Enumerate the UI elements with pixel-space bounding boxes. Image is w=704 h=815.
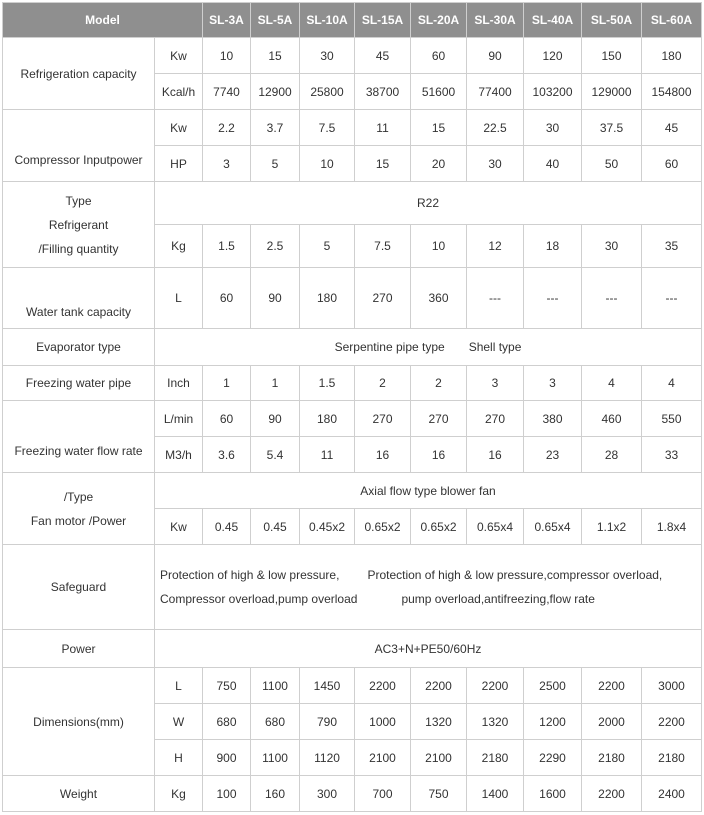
value-cell: 0.45 [251,509,300,545]
unit-cell: H [155,740,203,776]
value-cell: 1.5 [203,225,251,268]
value-cell: 680 [203,704,251,740]
value-cell: 3 [203,146,251,182]
value-cell: 380 [524,401,582,437]
safeguard-text: pump overload,antifreezing,flow rate [401,592,595,606]
value-cell: --- [524,268,582,329]
value-cell: 1100 [251,740,300,776]
value-cell: 16 [467,437,524,473]
value-cell: 2000 [582,704,642,740]
value-cell: 750 [203,668,251,704]
value-cell: 40 [524,146,582,182]
value-cell: 7740 [203,74,251,110]
fan-motor-label-line: Fan motor /Power [30,513,127,528]
value-cell: 2200 [411,668,467,704]
value-cell: 23 [524,437,582,473]
value-cell: 2200 [355,668,411,704]
value-cell: 1400 [467,776,524,812]
value-cell: 0.65x2 [355,509,411,545]
value-cell: 0.45 [203,509,251,545]
value-cell: 1200 [524,704,582,740]
unit-cell: Kw [155,110,203,146]
refrigerant-type-value: R22 [155,182,702,225]
model-header-cell: SL-10A [300,3,355,38]
evaporator-value-shell: Shell type [468,340,522,354]
value-cell: 15 [251,38,300,74]
value-cell: 11 [355,110,411,146]
value-cell: 1600 [524,776,582,812]
value-cell: 3.7 [251,110,300,146]
value-cell: 790 [300,704,355,740]
value-cell: --- [582,268,642,329]
value-cell: 360 [411,268,467,329]
model-header-cell: SL-30A [467,3,524,38]
value-cell: 15 [355,146,411,182]
fan-type-value: Axial flow type blower fan [155,473,702,509]
model-header-cell: SL-5A [251,3,300,38]
model-header-cell: SL-40A [524,3,582,38]
value-cell: 11 [300,437,355,473]
flow-rate-label-text: Freezing water flow rate [14,443,143,458]
value-cell: 77400 [467,74,524,110]
refrigerant-label-line: Type [65,193,92,208]
value-cell: 60 [411,38,467,74]
value-cell: 2200 [582,668,642,704]
value-cell: 3 [467,366,524,401]
value-cell: 10 [203,38,251,74]
power-value: AC3+N+PE50/60Hz [155,630,702,668]
value-cell: 16 [411,437,467,473]
value-cell: 270 [411,401,467,437]
value-cell: 1.1x2 [582,509,642,545]
unit-cell: Kw [155,509,203,545]
model-header-cell: SL-60A [642,3,702,38]
value-cell: 5.4 [251,437,300,473]
fan-motor-label [3,473,155,545]
value-cell: 3000 [642,668,702,704]
value-cell: 12900 [251,74,300,110]
value-cell: 60 [642,146,702,182]
weight-label: Weight [3,776,155,812]
model-header-cell: SL-50A [582,3,642,38]
value-cell: 10 [300,146,355,182]
value-cell: 25800 [300,74,355,110]
value-cell: 129000 [582,74,642,110]
freezing-pipe-label: Freezing water pipe [3,366,155,401]
value-cell: 4 [642,366,702,401]
value-cell: 550 [642,401,702,437]
power-row [3,630,702,668]
value-cell: 1120 [300,740,355,776]
value-cell: 45 [642,110,702,146]
value-cell: 4 [582,366,642,401]
value-cell: 180 [300,401,355,437]
value-cell: 2400 [642,776,702,812]
safeguard-label: Safeguard [3,545,155,630]
value-cell: 1 [203,366,251,401]
value-cell: 2.2 [203,110,251,146]
compressor-label-text: Compressor Inputpower [14,152,143,167]
value-cell: 60 [203,401,251,437]
value-cell: 0.45x2 [300,509,355,545]
value-cell: 2 [411,366,467,401]
value-cell: 3.6 [203,437,251,473]
compressor-kw-row [3,110,702,146]
value-cell: 2200 [467,668,524,704]
value-cell: 5 [300,225,355,268]
refrigeration-label: Refrigeration capacity [3,38,155,110]
value-cell: 90 [251,268,300,329]
flow-lmin-row [3,401,702,437]
value-cell: 20 [411,146,467,182]
value-cell: 1000 [355,704,411,740]
unit-cell: Kcal/h [155,74,203,110]
power-label: Power [3,630,155,668]
value-cell: 2180 [582,740,642,776]
header-row [3,3,702,38]
evaporator-value-serpentine: Serpentine pipe type [334,340,445,354]
value-cell: 1.5 [300,366,355,401]
value-cell: 50 [582,146,642,182]
value-cell: 103200 [524,74,582,110]
unit-cell: L [155,268,203,329]
evaporator-label: Evaporator type [3,329,155,366]
value-cell: 0.65x4 [467,509,524,545]
unit-cell: Kg [155,225,203,268]
value-cell: 1320 [467,704,524,740]
safeguard-text: Protection of high & low pressure, [160,568,340,582]
unit-cell: L [155,668,203,704]
value-cell: 1450 [300,668,355,704]
flow-rate-label [3,401,155,473]
value-cell: 120 [524,38,582,74]
value-cell: 90 [467,38,524,74]
freezing-pipe-row [3,366,702,401]
model-header-cell: SL-3A [203,3,251,38]
value-cell: --- [642,268,702,329]
spec-table [2,2,702,812]
refrigerant-label-line: Refrigerant [48,217,109,232]
fan-type-row [3,473,702,509]
value-cell: 2180 [642,740,702,776]
value-cell: 2100 [355,740,411,776]
safeguard-text: Compressor overload,pump overload [160,592,358,606]
water-tank-label-text: Water tank capacity [26,305,131,319]
value-cell: 2290 [524,740,582,776]
value-cell: 5 [251,146,300,182]
evaporator-value [155,329,702,366]
value-cell: 180 [300,268,355,329]
model-header-cell: SL-20A [411,3,467,38]
safeguard-value [155,545,702,630]
unit-cell: M3/h [155,437,203,473]
water-tank-label [3,268,155,329]
value-cell: 22.5 [467,110,524,146]
value-cell: 900 [203,740,251,776]
value-cell: 1100 [251,668,300,704]
value-cell: 18 [524,225,582,268]
value-cell: 1.8x4 [642,509,702,545]
dimensions-label: Dimensions(mm) [3,668,155,776]
value-cell: 12 [467,225,524,268]
safeguard-text: Protection of high & low pressure,compressor overload, [367,568,663,582]
value-cell: 30 [300,38,355,74]
value-cell: 33 [642,437,702,473]
value-cell: 90 [251,401,300,437]
unit-cell: W [155,704,203,740]
safeguard-row [3,545,702,630]
safeguard-line-1 [157,563,699,587]
model-header-cell: SL-15A [355,3,411,38]
value-cell: 0.65x4 [524,509,582,545]
value-cell: 150 [582,38,642,74]
value-cell: 7.5 [300,110,355,146]
value-cell: 30 [582,225,642,268]
refrigerant-label-line: /Filling quantity [38,241,119,256]
value-cell: 35 [642,225,702,268]
value-cell: 7.5 [355,225,411,268]
refrigerant-label [3,182,155,268]
unit-cell: HP [155,146,203,182]
value-cell: 30 [467,146,524,182]
model-header: Model [3,3,203,38]
value-cell: 2200 [582,776,642,812]
value-cell: 30 [524,110,582,146]
value-cell: 60 [203,268,251,329]
unit-cell: Inch [155,366,203,401]
refrigeration-kw-row [3,38,702,74]
fan-motor-label-line: /Type [63,489,94,504]
value-cell: 154800 [642,74,702,110]
value-cell: 1 [251,366,300,401]
unit-cell: L/min [155,401,203,437]
value-cell: 270 [355,268,411,329]
value-cell: 300 [300,776,355,812]
safeguard-line-2 [157,587,699,611]
value-cell: 700 [355,776,411,812]
value-cell: 16 [355,437,411,473]
value-cell: 680 [251,704,300,740]
compressor-label [3,110,155,182]
value-cell: 3 [524,366,582,401]
value-cell: 750 [411,776,467,812]
value-cell: 2180 [467,740,524,776]
value-cell: 28 [582,437,642,473]
value-cell: 180 [642,38,702,74]
value-cell: 15 [411,110,467,146]
value-cell: 270 [467,401,524,437]
weight-row [3,776,702,812]
value-cell: 37.5 [582,110,642,146]
value-cell: 2.5 [251,225,300,268]
unit-cell: Kw [155,38,203,74]
unit-cell: Kg [155,776,203,812]
value-cell: 38700 [355,74,411,110]
value-cell: 460 [582,401,642,437]
value-cell: 2100 [411,740,467,776]
value-cell: --- [467,268,524,329]
value-cell: 1320 [411,704,467,740]
value-cell: 2 [355,366,411,401]
value-cell: 270 [355,401,411,437]
value-cell: 10 [411,225,467,268]
value-cell: 2200 [642,704,702,740]
value-cell: 45 [355,38,411,74]
value-cell: 0.65x2 [411,509,467,545]
dimensions-l-row [3,668,702,704]
refrigerant-type-row [3,182,702,225]
value-cell: 100 [203,776,251,812]
evaporator-row [3,329,702,366]
value-cell: 160 [251,776,300,812]
value-cell: 51600 [411,74,467,110]
water-tank-row [3,268,702,329]
value-cell: 2500 [524,668,582,704]
